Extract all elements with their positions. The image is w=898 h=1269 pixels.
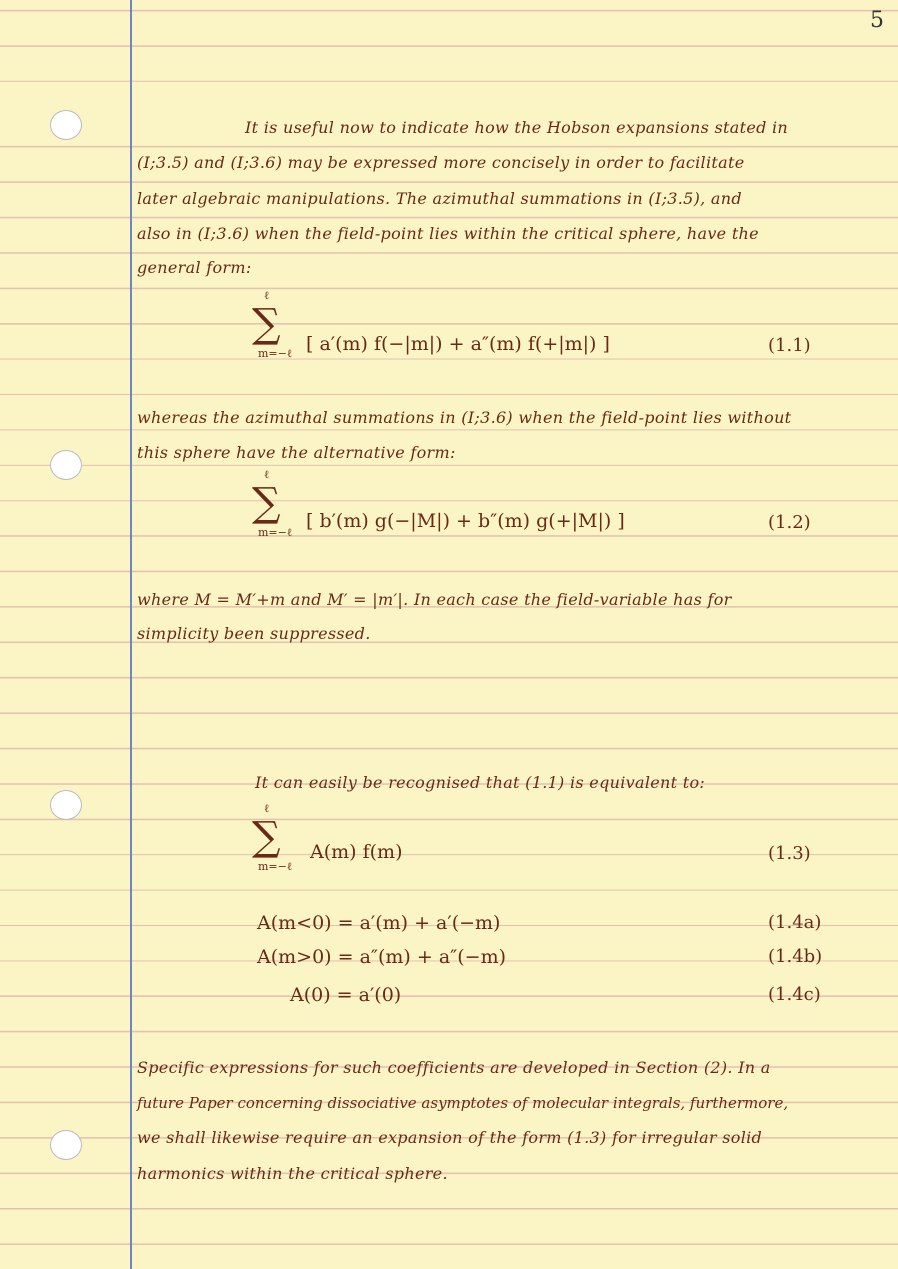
equation-number: (1.2) bbox=[768, 512, 811, 533]
sum-lower: m=−ℓ bbox=[258, 347, 293, 360]
sum-upper: ℓ bbox=[264, 468, 270, 481]
equation-number: (1.1) bbox=[768, 335, 811, 356]
page-number: 5 bbox=[870, 8, 884, 33]
equation-number: (1.3) bbox=[768, 843, 811, 864]
text-line: It can easily be recognised that (1.1) is equivalent to: bbox=[255, 773, 706, 792]
text-line: It is useful now to indicate how the Hobson expansions stated in bbox=[245, 118, 789, 137]
equation-body: [ b′(m) g(−|M|) + b″(m) g(+|M|) ] bbox=[306, 510, 625, 532]
text-line: also in (I;3.6) when the field-point lies within the critical sphere, have the bbox=[137, 224, 759, 243]
equation-1-4c: A(0) = a′(0) bbox=[290, 984, 402, 1006]
sum-lower: m=−ℓ bbox=[258, 526, 293, 539]
equation-1-4b: A(m>0) = a″(m) + a″(−m) bbox=[257, 946, 507, 968]
text-line: we shall likewise require an expansion of the form (1.3) for irregular solid bbox=[137, 1128, 763, 1147]
equation-number: (1.4a) bbox=[768, 912, 822, 933]
sum-upper: ℓ bbox=[264, 802, 270, 815]
punch-hole bbox=[50, 790, 82, 820]
text-line: where M = M′+m and M′ = |m′|. In each case the field-variable has for bbox=[137, 590, 732, 609]
equation-1-4a: A(m<0) = a′(m) + a′(−m) bbox=[257, 912, 501, 934]
text-line: this sphere have the alternative form: bbox=[137, 443, 456, 462]
sum-symbol: ∑ bbox=[252, 480, 281, 526]
sum-upper: ℓ bbox=[264, 289, 270, 302]
text-line: later algebraic manipulations. The azimuthal summations in (I;3.5), and bbox=[137, 189, 742, 208]
text-line: general form: bbox=[137, 258, 252, 277]
punch-hole bbox=[50, 450, 82, 480]
text-line: future Paper concerning dissociative asymptotes of molecular integrals, furthermore, bbox=[137, 1094, 789, 1112]
sum-symbol: ∑ bbox=[252, 301, 281, 347]
sum-lower: m=−ℓ bbox=[258, 860, 293, 873]
text-line: Specific expressions for such coefficients are developed in Section (2). In a bbox=[137, 1058, 771, 1077]
equation-body: [ a′(m) f(−|m|) + a″(m) f(+|m|) ] bbox=[306, 333, 610, 355]
equation-body: A(m) f(m) bbox=[310, 841, 403, 863]
margin-line bbox=[130, 0, 132, 1269]
sum-symbol: ∑ bbox=[252, 814, 281, 860]
text-line: simplicity been suppressed. bbox=[137, 624, 371, 643]
punch-hole bbox=[50, 110, 82, 140]
equation-number: (1.4c) bbox=[768, 984, 821, 1005]
text-line: (I;3.5) and (I;3.6) may be expressed more concisely in order to facilitate bbox=[137, 153, 745, 172]
equation-number: (1.4b) bbox=[768, 946, 823, 967]
punch-hole bbox=[50, 1130, 82, 1160]
text-line: harmonics within the critical sphere. bbox=[137, 1164, 448, 1183]
text-line: whereas the azimuthal summations in (I;3.6) when the field-point lies without bbox=[137, 408, 792, 427]
